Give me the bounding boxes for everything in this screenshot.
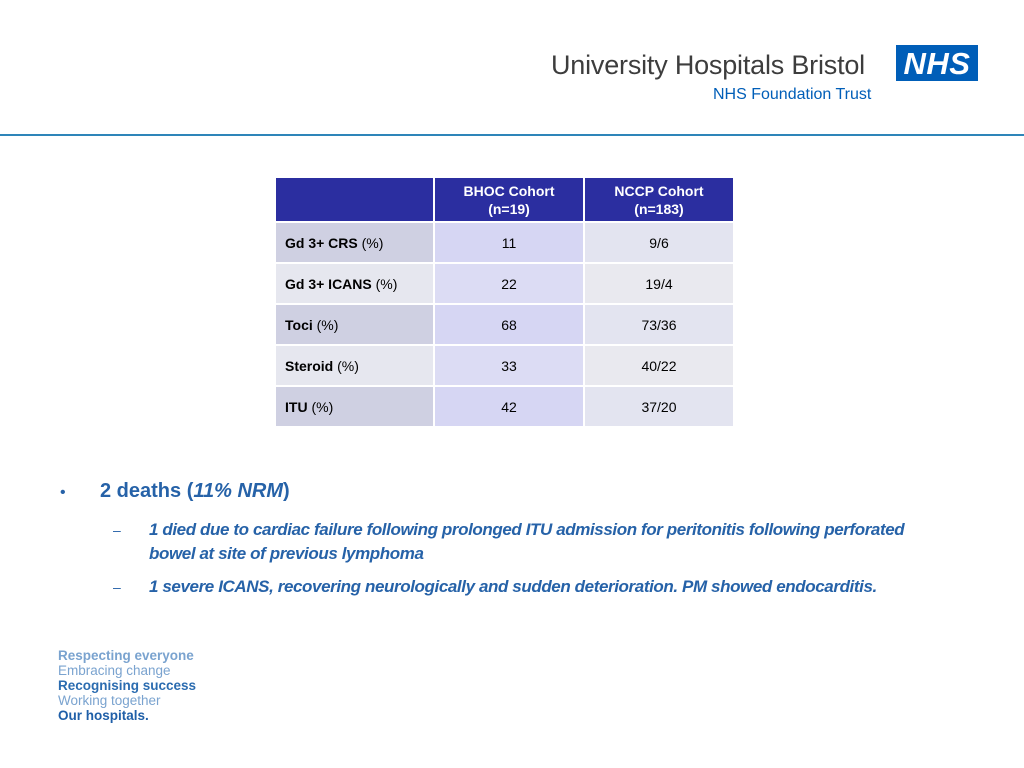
row-label-bold: Gd 3+ CRS (285, 234, 358, 251)
value-line: Respecting everyone (58, 648, 194, 663)
column-title: BHOC Cohort (463, 182, 555, 199)
nccp-value: 37/20 (585, 387, 733, 426)
nccp-value: 73/36 (585, 305, 733, 344)
value-line: Embracing change (58, 663, 171, 678)
sub-bullet-dash: – (113, 522, 121, 538)
bhoc-value: 42 (435, 387, 583, 426)
organisation-subtitle: NHS Foundation Trust (713, 86, 872, 103)
table-row (276, 387, 733, 426)
bullet-main (100, 480, 290, 503)
sub-bullet-2: 1 severe ICANS, recovering neurologically and sudden deterioration. PM showed endocarditis. (149, 577, 877, 596)
row-label-unit: (%) (316, 316, 339, 333)
value-line: Working together (58, 693, 161, 708)
sub-bullet-1: 1 died due to cardiac failure following prolonged ITU admission for peritonitis following perforated bowel at site of previous lymphoma (149, 520, 905, 563)
row-label-unit: (%) (337, 357, 359, 374)
table-row (276, 346, 733, 385)
table-header-row (276, 178, 733, 221)
bullet-marker: • (60, 484, 66, 501)
nccp-value: 40/22 (585, 346, 733, 385)
table-corner-cell (276, 178, 433, 221)
value-line: Our hospitals. (58, 708, 149, 723)
row-label-unit: (%) (361, 234, 384, 251)
row-label-unit: (%) (375, 275, 398, 292)
header (0, 0, 1024, 136)
bullet-main-prefix: 2 deaths ( (100, 480, 194, 502)
bullet-main-suffix: ) (283, 480, 290, 502)
column-subtitle: (n=183) (634, 200, 684, 217)
bhoc-value: 11 (435, 223, 583, 262)
table-row (276, 264, 733, 303)
results-table (274, 176, 735, 428)
bhoc-value: 68 (435, 305, 583, 344)
row-label-unit: (%) (311, 398, 334, 415)
organisation-name: University Hospitals Bristol (551, 50, 865, 80)
nhs-logo: NHS (896, 45, 978, 81)
header-divider (0, 134, 1024, 136)
row-label-bold: Steroid (285, 357, 334, 374)
row-label (276, 387, 433, 426)
row-label-bold: Gd 3+ ICANS (285, 275, 372, 292)
row-label (276, 264, 433, 303)
table-row (276, 305, 733, 344)
column-subtitle: (n=19) (488, 200, 530, 217)
row-label (276, 223, 433, 262)
column-title: NCCP Cohort (614, 182, 704, 199)
bhoc-value: 33 (435, 346, 583, 385)
sub-bullet-dash: – (113, 579, 121, 595)
row-label (276, 305, 433, 344)
row-label-bold: Toci (285, 316, 313, 333)
column-header-nccp (585, 178, 733, 221)
trust-values (58, 648, 196, 723)
bullet-main-italic: 11% NRM (193, 480, 284, 502)
nccp-value: 9/6 (585, 223, 733, 262)
column-header-bhoc (435, 178, 583, 221)
nccp-value: 19/4 (585, 264, 733, 303)
table-row (276, 223, 733, 262)
value-line: Recognising success (58, 678, 197, 693)
row-label (276, 346, 433, 385)
bhoc-value: 22 (435, 264, 583, 303)
row-label-bold: ITU (285, 398, 308, 415)
